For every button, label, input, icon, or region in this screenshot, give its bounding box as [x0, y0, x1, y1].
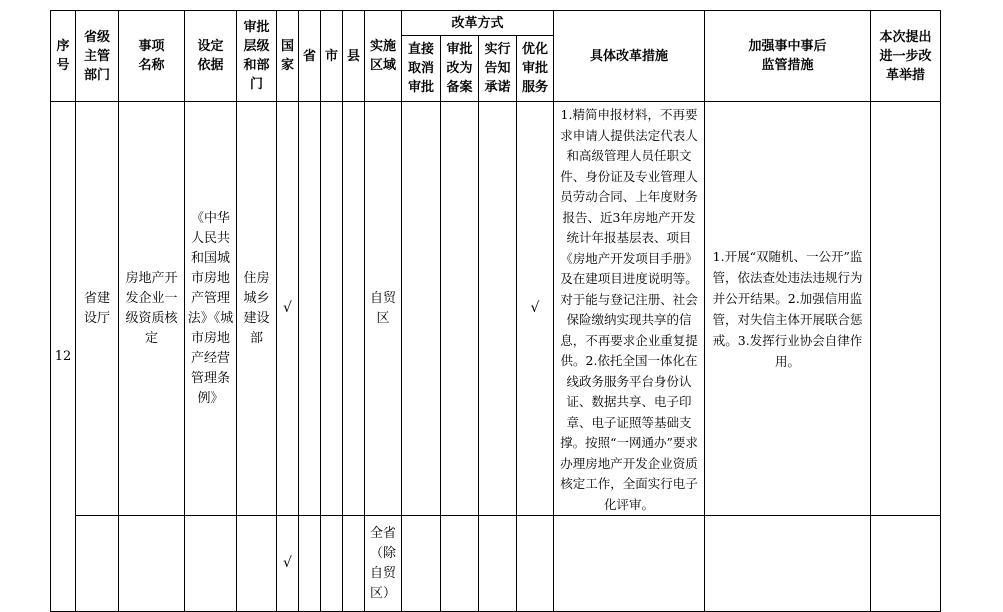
cell-province [299, 102, 321, 516]
cell-dept: 省建设厅 [76, 102, 119, 516]
cell-item: 房地产开发企业一级资质核定 [119, 102, 185, 516]
cell-direct-cancel [402, 516, 441, 612]
cell-measures: 1.精简申报材料，不再要求申请人提供法定代表人和高级管理人员任职文件、身份证及专业管理人员劳动合同、上年度财务报告、近3年房地产开发统计年报基层表、项目《房地产开发项目手册》及在建项目进度说明等。对于能与登记注册、社会保险缴纳实现共享的信息，不再要求企业重复提供。2.依托全国一体化在线政务服务平台身份认证、数据共享、电子印章、电子证照等基础支撑。按照“一网通办”要求办理房地产开发企业资质核定工作，全面实行电子化评审。 [554, 102, 705, 516]
header-basis: 设定依据 [185, 11, 237, 102]
cell-level: 住房城乡建设部 [237, 102, 277, 516]
cell-dept [76, 516, 119, 612]
header-province: 省 [299, 11, 321, 102]
header-national: 国家 [277, 11, 299, 102]
header-optimize: 优化审批服务 [517, 36, 554, 102]
cell-area: 全省（除自贸区） [365, 516, 402, 612]
cell-optimize: √ [517, 102, 554, 516]
cell-area: 自贸区 [365, 102, 402, 516]
cell-county [343, 516, 365, 612]
cell-county [343, 102, 365, 516]
header-to-filing: 审批改为备案 [441, 36, 479, 102]
reform-table [50, 10, 941, 612]
cell-seq: 12 [51, 102, 76, 612]
cell-supervision [705, 516, 871, 612]
cell-to-filing [441, 516, 479, 612]
cell-item [119, 516, 185, 612]
header-reform-group: 改革方式 [402, 11, 554, 36]
header-notify-commit: 实行告知承诺 [479, 36, 517, 102]
header-seq: 序号 [51, 11, 76, 102]
cell-province [299, 516, 321, 612]
cell-next-step [871, 102, 941, 516]
header-supervision: 加强事中事后 监管措施 [705, 11, 871, 102]
table-row [51, 102, 941, 516]
cell-measures [554, 516, 705, 612]
cell-notify-commit [479, 516, 517, 612]
cell-basis [185, 516, 237, 612]
cell-basis: 《中华人民共和国城市房地产管理法》《城市房地产经营管理条例》 [185, 102, 237, 516]
cell-national: √ [277, 516, 299, 612]
cell-direct-cancel [402, 102, 441, 516]
cell-optimize [517, 516, 554, 612]
cell-level [237, 516, 277, 612]
cell-city [321, 102, 343, 516]
header-city: 市 [321, 11, 343, 102]
header-item: 事项名称 [119, 11, 185, 102]
header-county: 县 [343, 11, 365, 102]
cell-supervision: 1.开展“双随机、一公开”监管，依法查处违法违规行为并公开结果。2.加强信用监管，对失信主体开展联合惩戒。3.发挥行业协会自律作用。 [705, 102, 871, 516]
header-direct-cancel: 直接取消审批 [402, 36, 441, 102]
cell-next-step [871, 516, 941, 612]
header-dept: 省级主管部门 [76, 11, 119, 102]
table-row [51, 516, 941, 612]
header-measures: 具体改革措施 [554, 11, 705, 102]
header-next-step: 本次提出进一步改革举措 [871, 11, 941, 102]
cell-to-filing [441, 102, 479, 516]
cell-national: √ [277, 102, 299, 516]
cell-notify-commit [479, 102, 517, 516]
header-area: 实施区域 [365, 11, 402, 102]
cell-city [321, 516, 343, 612]
header-row-1 [51, 11, 941, 36]
header-level: 审批层级和部门 [237, 11, 277, 102]
